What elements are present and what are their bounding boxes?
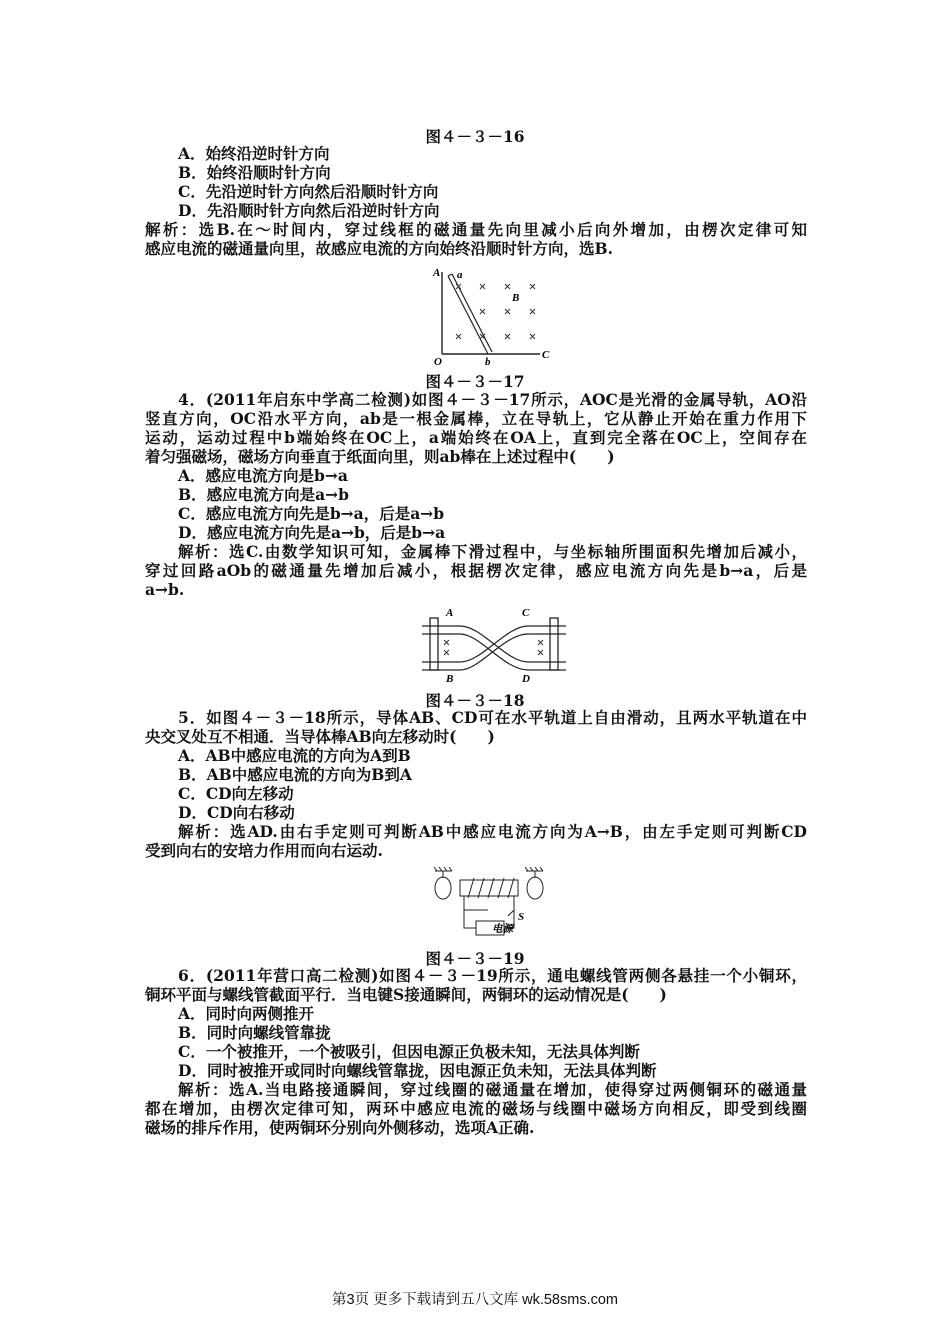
fig19-label-power: 电源 [492,924,513,935]
page-footer: 第3页 更多下载请到五八文库 wk.58sms.com [332,1292,618,1308]
q3-option-c: C．先沿逆时针方向然后沿顺时针方向 [178,182,439,201]
q4-stem-line-3: 运动，运动过程中b端始终在OC上，a端始终在OA上，直到完全落在OC上，空间存在 [145,428,807,447]
q4-option-d: D．感应电流方向先是a→b，后是b→a [178,523,446,542]
q3-solution-line-1: 解析：选B.在～时间内，穿过线框的磁通量先向里减小后向外增加，由楞次定律可知 [145,220,807,239]
q3-option-a: A．始终沿逆时针方向 [178,144,330,163]
fig17-label-a: a [457,269,463,281]
q6-solution-line-1: 解析：选A.当电路接通瞬间，穿过线圈的磁通量在增加，使得穿过两侧铜环的磁通量 [178,1080,807,1099]
fig17-label-C: C [542,349,550,361]
q6-option-c: C．一个被推开，一个被吸引，但因电源正负极未知，无法具体判断 [178,1042,640,1061]
q3-option-d: D．先沿顺时针方向然后沿逆时针方向 [178,201,440,220]
q4-stem-line-1: 4．(2011年启东中学高二检测)如图４－３－17所示，AOC是光滑的金属导轨，AO沿 [178,390,807,409]
q6-stem-line-1: 6．(2011年营口高二检测)如图４－３－19所示，通电螺线管两侧各悬挂一个小铜环， [178,966,807,985]
figure-caption-17: 图４－３－17 [425,372,525,391]
fig17-label-B: B [512,292,520,304]
q4-solution-line-3: a→b. [145,580,185,599]
q4-option-c: C．感应电流方向先是b→a，后是a→b [178,504,445,523]
figure-18-diagram [420,604,568,684]
q6-solution-line-2: 都在增加，由楞次定律可知，两环中感应电流的磁场与线圈中磁场方向相反，即受到线圈 [145,1099,807,1118]
q4-solution-line-2: 穿过回路aOb的磁通量先增加后减小，根据楞次定律，感应电流方向先是b→a，后是 [145,561,807,580]
q6-option-d: D．同时被推开或同时向螺线管靠拢，因电源正负未知，无法具体判断 [178,1061,657,1080]
figure-caption-19: 图４－３－19 [425,949,525,968]
fig17-label-b: b [485,356,491,368]
fig18-label-B: B [446,673,454,684]
figure-19-diagram [430,866,550,944]
q5-option-b: B．AB中感应电流的方向为B到A [178,765,412,784]
figure-17-diagram [430,264,560,372]
fig18-label-D: D [522,673,530,684]
q6-stem-line-2: 铜环平面与螺线管截面平行．当电键S接通瞬间，两铜环的运动情况是( ) [145,985,667,1004]
q6-option-b: B．同时向螺线管靠拢 [178,1023,331,1042]
figure-caption-18: 图４－３－18 [425,691,525,710]
q5-option-a: A．AB中感应电流的方向为A到B [178,746,411,765]
q4-stem-line-2: 竖直方向，OC沿水平方向，ab是一根金属棒，立在导轨上，它从静止开始在重力作用下 [145,409,807,428]
q5-stem-line-1: 5．如图４－３－18所示，导体AB、CD可在水平轨道上自由滑动，且两水平轨道在中 [178,708,807,727]
q5-option-c: C．CD向左移动 [178,784,294,803]
q6-solution-line-3: 磁场的排斥作用，使两铜环分别向外侧移动，选项A正确. [145,1118,535,1137]
q4-option-b: B．感应电流方向是a→b [178,485,349,504]
figure-caption-16: 图４－３－16 [425,127,525,146]
q5-option-d: D．CD向右移动 [178,803,295,822]
q6-option-a: A．同时向两侧推开 [178,1004,315,1023]
q4-option-a: A．感应电流方向是b→a [178,466,348,485]
q5-solution-line-2: 受到向右的安培力作用而向右运动. [145,841,383,860]
fig18-label-A: A [446,607,454,619]
fig17-label-O: O [434,356,442,368]
fig17-label-A: A [433,267,441,279]
q3-option-b: B．始终沿顺时针方向 [178,163,331,182]
q3-solution-line-2: 感应电流的磁通量向里，故感应电流的方向始终沿顺时针方向，选B. [145,239,613,258]
q5-stem-line-2: 央交叉处互不相通．当导体棒AB向左移动时( ) [145,727,495,746]
q5-solution-line-1: 解析：选AD.由右手定则可判断AB中感应电流方向为A→B，由左手定则可判断CD [178,822,807,841]
q4-stem-line-4: 着匀强磁场，磁场方向垂直于纸面向里，则ab棒在上述过程中( ) [145,447,615,466]
q4-solution-line-1: 解析：选C.由数学知识可知，金属棒下滑过程中，与坐标轴所围面积先增加后减小， [178,542,807,561]
fig18-label-C: C [522,607,530,619]
fig19-label-S: S [518,911,525,923]
